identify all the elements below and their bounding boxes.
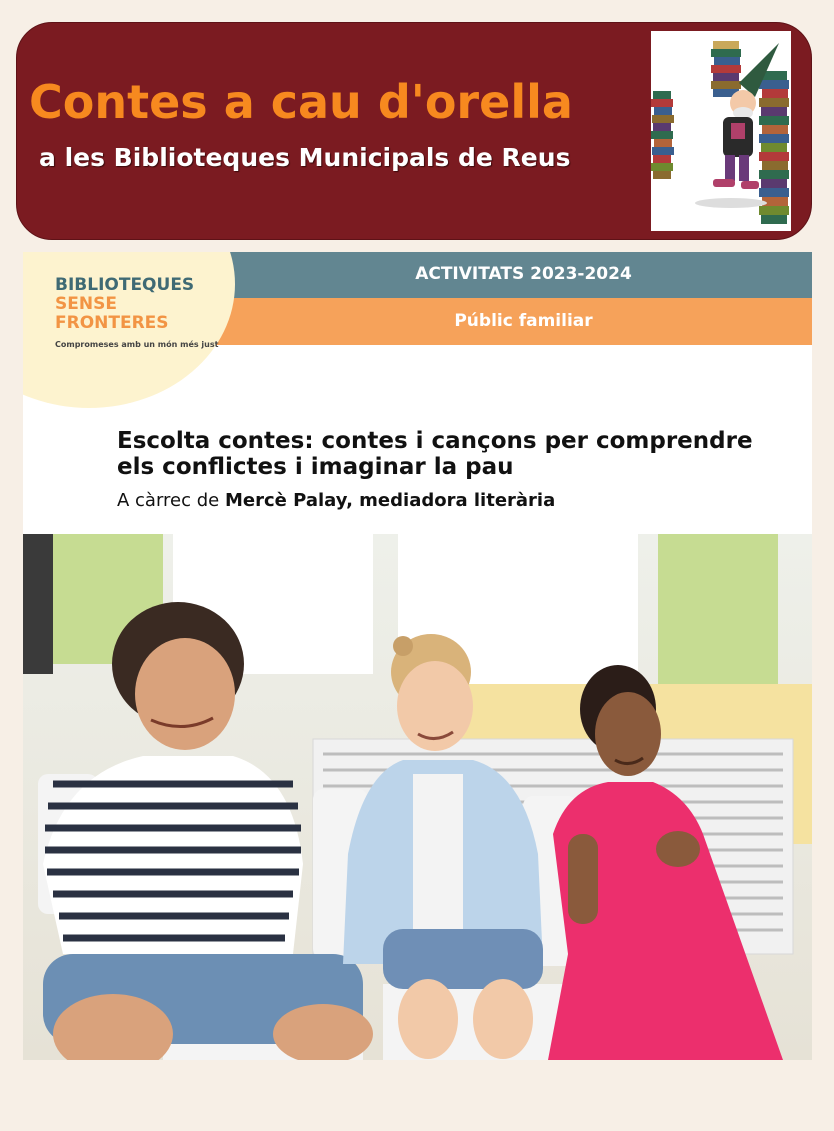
children-photo [23, 534, 812, 1060]
audience-label: Públic familiar [454, 311, 593, 331]
gnome-with-books-illustration [651, 31, 791, 231]
event-byline [117, 490, 555, 511]
byline-name: Mercè Palay, mediadora literària [224, 490, 556, 511]
gnome-books-icon [651, 31, 791, 231]
logo-line-3: FRONTERES [55, 313, 169, 333]
logo-line-1: BIBLIOTEQUES [55, 275, 195, 295]
header-banner [16, 22, 812, 240]
banner-title: Contes a cau d'orella [29, 75, 573, 129]
event-title: Escolta contes: contes i cançons per comprendre els conflictes i imaginar la pau [117, 428, 753, 480]
children-sitting-photo-icon [23, 534, 812, 1060]
logo-tagline: Compromeses amb un món més just [55, 340, 219, 349]
activity-card [23, 252, 812, 1060]
biblioteques-sense-fronteres-logo [55, 276, 218, 354]
logo-line-2: SENSE [55, 294, 117, 314]
banner-subtitle: a les Biblioteques Municipals de Reus [39, 143, 571, 172]
byline-prefix: A càrrec de [117, 490, 225, 511]
activities-label: ACTIVITATS 2023-2024 [415, 264, 632, 284]
